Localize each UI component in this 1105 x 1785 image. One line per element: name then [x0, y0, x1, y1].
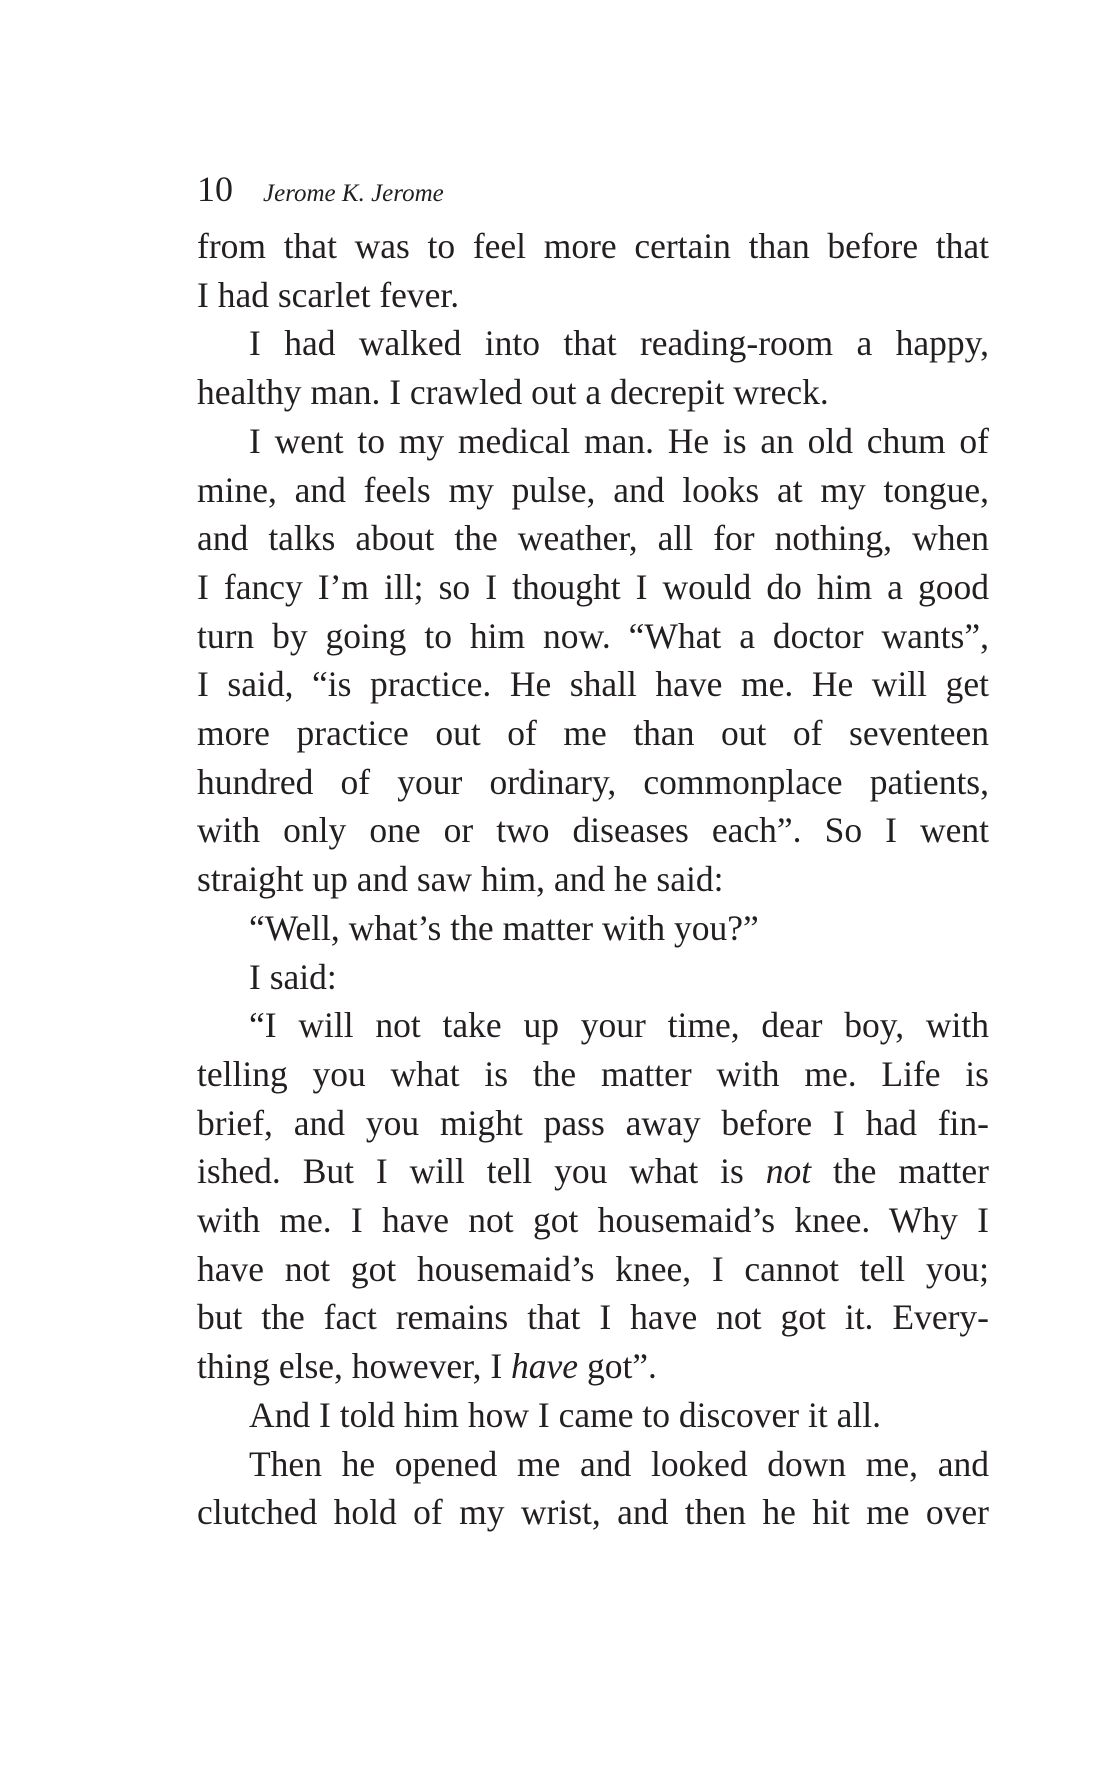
text-line: “I will not take up your time, dear boy, with	[249, 1005, 989, 1046]
paragraph	[197, 1391, 989, 1440]
text-line: and talks about the weather, all for nothing, when	[197, 518, 989, 559]
text-line: telling you what is the matter with me. Life is	[197, 1053, 989, 1094]
text-run: thing else, however, I	[197, 1346, 512, 1387]
emphasis: have	[511, 1346, 579, 1387]
paragraph	[197, 953, 989, 1002]
text-line: with me. I have not got housemaid’s knee. Why I	[197, 1200, 989, 1241]
running-head	[197, 168, 989, 222]
text-run: the matter	[811, 1151, 989, 1192]
text-line: from that was to feel more certain than before that	[197, 226, 989, 266]
paragraph	[197, 417, 989, 904]
text-run: ished. But I will tell you what is	[197, 1151, 766, 1192]
text-line: straight up and saw him, and he said:	[197, 859, 724, 900]
text-line: but the fact remains that I have not got it. Every-	[197, 1297, 989, 1338]
text-line: I fancy I’m ill; so I thought I would do him a good	[197, 566, 989, 607]
emphasis: not	[765, 1151, 812, 1192]
text-run: got”.	[578, 1346, 657, 1387]
paragraph	[197, 319, 989, 416]
text-line: turn by going to him now. “What a doctor wants”,	[197, 615, 989, 656]
text-line: have not got housemaid’s knee, I cannot tell you;	[197, 1248, 989, 1289]
paragraph	[197, 222, 989, 319]
paragraph	[197, 1001, 989, 1391]
text-line: with only one or two diseases each”. So I went	[197, 810, 989, 851]
running-title: Jerome K. Jerome	[263, 180, 444, 207]
text-line: healthy man. I crawled out a decrepit wreck.	[197, 372, 829, 413]
body-text	[197, 222, 989, 1537]
paragraph	[197, 904, 989, 953]
text-line: hundred of your ordinary, commonplace patients,	[197, 761, 989, 802]
text-line: And I told him how I came to discover it all.	[249, 1394, 881, 1435]
book-page	[197, 168, 989, 1537]
text-line	[197, 1342, 989, 1391]
text-line: more practice out of me than out of seventeen	[197, 713, 989, 754]
text-line: I had scarlet fever.	[197, 274, 460, 315]
text-line: I said:	[249, 956, 337, 997]
text-line	[197, 1147, 989, 1196]
text-line: I said, “is practice. He shall have me. He will get	[197, 664, 989, 705]
text-line: I had walked into that reading-room a happy,	[249, 323, 989, 364]
text-line: Then he opened me and looked down me, and	[249, 1443, 989, 1484]
paragraph	[197, 1440, 989, 1537]
text-line: mine, and feels my pulse, and looks at my tongue,	[197, 469, 989, 510]
text-line: brief, and you might pass away before I had fin-	[197, 1102, 989, 1143]
text-line: clutched hold of my wrist, and then he hit me over	[197, 1492, 989, 1533]
page-number: 10	[197, 169, 233, 209]
text-line: “Well, what’s the matter with you?”	[249, 907, 759, 948]
text-line: I went to my medical man. He is an old chum of	[249, 420, 989, 461]
